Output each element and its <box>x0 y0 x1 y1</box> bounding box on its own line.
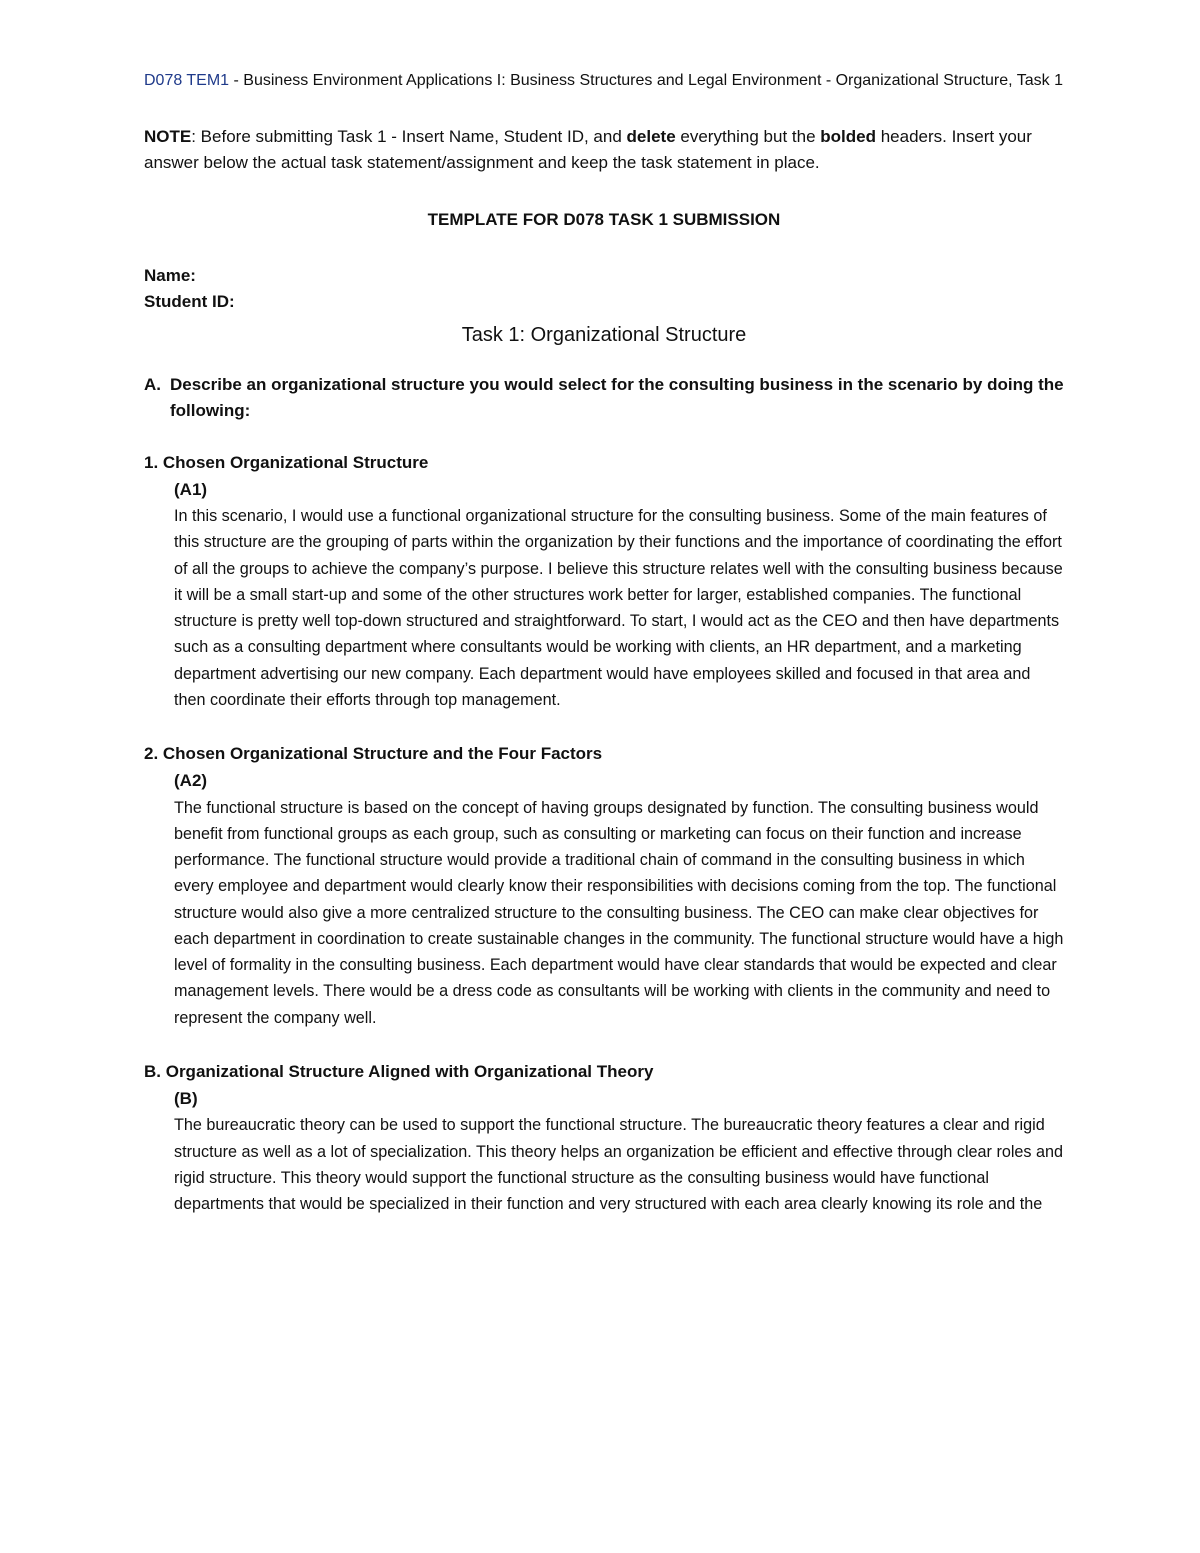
course-code: D078 TEM1 <box>144 72 230 89</box>
section-b <box>144 1059 1064 1218</box>
note-label: NOTE <box>144 127 192 146</box>
note-text-3: headers. Insert your answer below the actual task statement/assignment and keep the task statement in place. <box>144 127 1032 173</box>
task-title: Task 1: Organizational Structure <box>461 323 747 346</box>
section-a2-heading: 2. Chosen Organizational Structure and the Four Factors <box>144 744 603 764</box>
student-id-label: Student ID: <box>144 292 235 312</box>
section-a2-answer: The functional structure is based on the concept of having groups designated by function. The consulting business would benefit from functional groups as each group, such as consulting or marketing can focus on their function and increase performance. The functional structure would provide a traditional chain of command in the consulting business in which every employee and department would clearly know their responsibilities with decisions coming from the top. The functional structure would also give a more centralized structure to the consulting business. The CEO can make clear objectives for each department in coordination to create sustainable changes in the community. The functional structure would have a high level of formality in the consulting business. Each department would have clear standards that would be expected and clear management levels. There would be a dress code as consultants will be working with clients in the community and need to represent the company well. <box>174 798 1064 1027</box>
section-b-body <box>174 1086 1064 1218</box>
note-text-1: : Before submitting Task 1 - Insert Name, Student ID, and <box>191 127 627 146</box>
section-a-prompt <box>144 372 1064 425</box>
section-a1-body <box>174 477 1064 714</box>
section-a2-body <box>174 768 1064 1031</box>
student-info <box>144 263 1064 316</box>
course-header <box>144 68 1064 94</box>
section-a1-answer: In this scenario, I would use a functional organizational structure for the consulting business. Some of the main features of this structure are the grouping of parts within the organization by their functions and the importance of coordinating the effort of all the groups to achieve the company’s purpose. I believe this structure relates well with the consulting business because it will be a small start-up and some of the other structures work better for larger, established companies. The functional structure is pretty well top-down structured and straightforward. To start, I would act as the CEO and then have departments such as a consulting department where consultants would be working with clients, an HR department, and a marketing department advertising our new company. Each department would have employees skilled and focused in that area and then coordinate their efforts through top management. <box>174 507 1063 709</box>
submission-note <box>144 124 1064 177</box>
note-delete-word: delete <box>626 127 676 146</box>
section-b-heading: B. Organizational Structure Aligned with Organizational Theory <box>144 1061 654 1081</box>
note-text-2: everything but the <box>675 127 821 146</box>
section-a2-code: (A2) <box>174 771 208 791</box>
section-a1-heading: 1. Chosen Organizational Structure <box>144 452 429 472</box>
section-a1 <box>144 450 1064 714</box>
section-a-marker: A. <box>144 374 161 394</box>
template-title: TEMPLATE FOR D078 TASK 1 SUBMISSION <box>427 209 781 229</box>
section-a-text: Describe an organizational structure you would select for the consulting business in the scenario by doing the following: <box>170 374 1064 421</box>
section-a2 <box>144 741 1064 1031</box>
note-bolded-word: bolded <box>820 127 876 146</box>
name-label: Name: <box>144 265 196 285</box>
section-a1-code: (A1) <box>174 479 208 499</box>
section-b-answer: The bureaucratic theory can be used to support the functional structure. The bureaucratic theory features a clear and rigid structure as well as a lot of specialization. This theory helps an organization be efficient and effective through clear roles and rigid structure. This theory would support the functional structure as the consulting business would have functional departments that would be specialized in their function and very structured with each area clearly knowing its role and the <box>174 1116 1064 1214</box>
document-page <box>144 68 1064 1217</box>
section-b-code: (B) <box>174 1088 198 1108</box>
course-description: - Business Environment Applications I: Business Structures and Legal Environment - Organizational Structure, Task 1 <box>229 72 1063 89</box>
